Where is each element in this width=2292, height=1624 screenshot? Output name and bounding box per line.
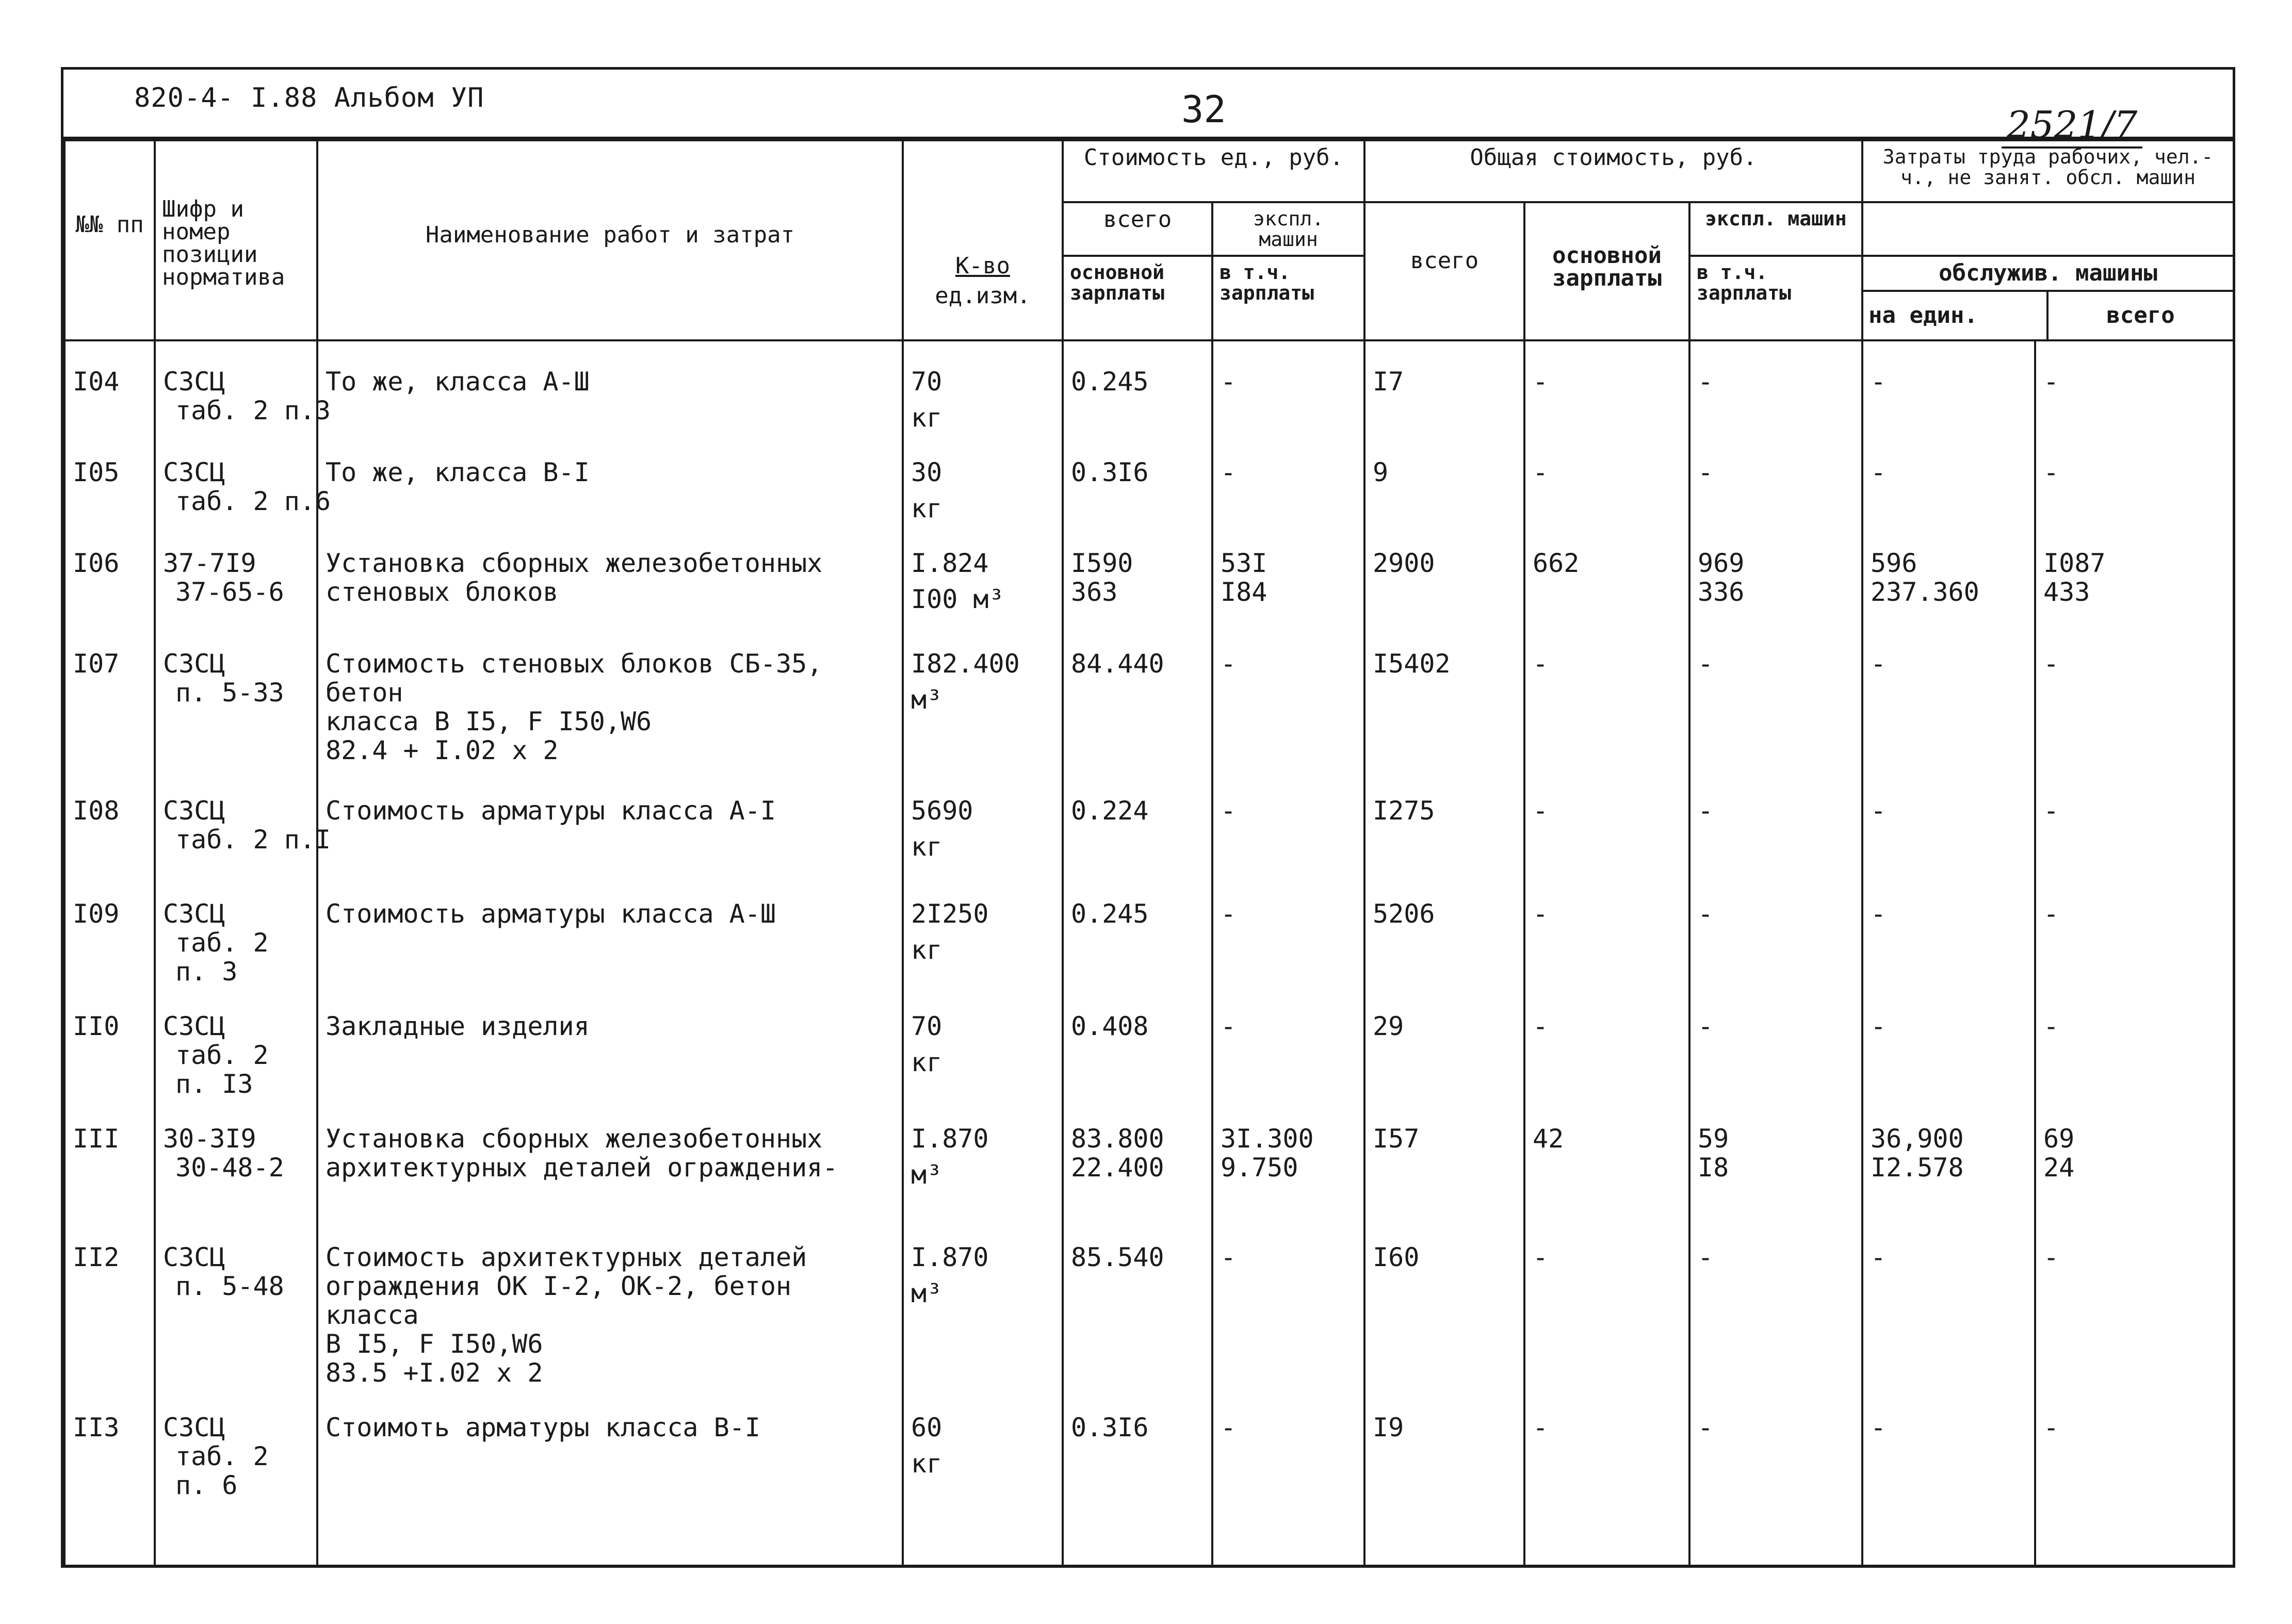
cell-line: 5690 [911, 796, 973, 826]
cell-num [64, 523, 155, 624]
cell-mach [1689, 624, 1862, 770]
cell-line: СЗСЦ [163, 899, 225, 929]
cell-qty [903, 874, 1063, 986]
cell-line: I.870 [911, 1242, 989, 1272]
cell-line: 30 [911, 457, 942, 487]
row-number: I07 [73, 649, 120, 679]
cell-unit-total [1063, 874, 1212, 986]
cell-total [1364, 1387, 1524, 1568]
cell-line: I7 [1373, 367, 1404, 397]
cell-line: таб. 2 п.3 [175, 396, 331, 425]
cell-line: I087 [2043, 548, 2106, 578]
cell-line: кг [911, 935, 942, 965]
cell-line: I60 [1373, 1242, 1420, 1272]
cell-line: То же, класса А-Ш [326, 367, 590, 397]
col-header-code: Шифр и номер позиции норматива [155, 140, 317, 340]
cell-num [64, 340, 155, 432]
cell-line: - [1698, 1413, 1714, 1442]
cell-base [1524, 1217, 1689, 1387]
cell-line: - [1533, 899, 1549, 929]
cell-line: п. 3 [175, 957, 238, 987]
cell-num [64, 1387, 155, 1568]
cell-mach [1689, 1387, 1862, 1568]
cell-base [1524, 432, 1689, 523]
cell-line: Стоимость арматуры класса А-Ш [326, 899, 776, 929]
row-number: II0 [73, 1011, 120, 1041]
row-number: I04 [73, 367, 120, 397]
cell-lab-unit [1862, 523, 2035, 624]
cell-line: - [1533, 1413, 1549, 1442]
cell-unit-mach [1212, 1098, 1364, 1217]
cell-total [1364, 1217, 1524, 1387]
cell-line: - [1533, 1011, 1549, 1041]
cell-line: стеновых блоков [326, 577, 559, 607]
cell-line: - [1698, 1011, 1714, 1041]
cell-line: - [1221, 457, 1237, 487]
page-number: 32 [1181, 88, 1226, 131]
cell-line: 70 [911, 1011, 942, 1041]
table-row [64, 770, 2234, 874]
cell-line: 0.408 [1071, 1011, 1149, 1041]
cell-unit-mach [1212, 340, 1364, 432]
cell-name [317, 432, 903, 523]
cell-unit-total [1063, 770, 1212, 874]
cell-line: - [1698, 796, 1714, 826]
cell-line: Стоимость архитектурных деталей [326, 1242, 807, 1272]
cell-code [155, 1098, 317, 1217]
cell-qty [903, 523, 1063, 624]
cell-line: - [1221, 367, 1237, 397]
cell-line: 969 [1698, 548, 1745, 578]
cell-unit-mach [1212, 986, 1364, 1098]
row-number: I09 [73, 899, 120, 929]
cell-line: - [1533, 1242, 1549, 1272]
cell-qty [903, 340, 1063, 432]
cell-line: В I5, F I50,W6 [326, 1329, 543, 1359]
cell-line: таб. 2 [175, 1441, 269, 1471]
cell-code [155, 523, 317, 624]
cell-line: I5402 [1373, 649, 1451, 679]
cell-line: 70 [911, 367, 942, 397]
cell-unit-total [1063, 523, 1212, 624]
cell-line: - [1871, 367, 1887, 397]
cell-line: СЗСЦ [163, 367, 225, 397]
table-row [64, 1387, 2234, 1568]
cell-line: 69 [2043, 1124, 2075, 1154]
cell-line: - [2043, 796, 2059, 826]
cell-line: - [1533, 796, 1549, 826]
row-number: II2 [73, 1242, 120, 1272]
col-header-total-all: всего [1364, 202, 1524, 340]
cell-unit-mach [1212, 432, 1364, 523]
cell-name [317, 624, 903, 770]
col-header-total-cost: Общая стоимость, руб. [1364, 140, 1862, 202]
cell-unit-total [1063, 1217, 1212, 1387]
cell-line: Стоимость арматуры класса А-I [326, 796, 776, 826]
cell-line: 2I250 [911, 899, 989, 929]
cell-unit-mach [1212, 874, 1364, 986]
cell-line: I.870 [911, 1124, 989, 1154]
cell-line: - [1871, 1011, 1887, 1041]
cell-unit-total [1063, 340, 1212, 432]
cell-line: м³ [911, 1278, 942, 1308]
cell-unit-mach [1212, 523, 1364, 624]
col-header-total-machines: экспл. машин [1689, 202, 1862, 256]
cell-lab-total [2035, 340, 2234, 432]
cell-lab-unit [1862, 986, 2035, 1098]
cell-unit-total [1063, 1387, 1212, 1568]
table-row [64, 1217, 2234, 1387]
cell-base [1524, 1098, 1689, 1217]
cell-mach [1689, 770, 1862, 874]
cell-line: 60 [911, 1413, 942, 1442]
cell-lab-unit [1862, 770, 2035, 874]
cell-line: 37-65-6 [175, 577, 284, 607]
col-header-unit-machines: экспл. машин [1212, 202, 1364, 256]
cell-line: 0.224 [1071, 796, 1149, 826]
cell-base [1524, 874, 1689, 986]
cell-line: 9.750 [1221, 1153, 1298, 1183]
table-body [64, 340, 2234, 1568]
cell-line: 24 [2043, 1153, 2075, 1183]
cell-line: - [1698, 649, 1714, 679]
row-number: I08 [73, 796, 120, 826]
cell-unit-mach [1212, 1387, 1364, 1568]
cell-base [1524, 523, 1689, 624]
cell-line: I2.578 [1871, 1153, 1964, 1183]
cell-line: - [1698, 899, 1714, 929]
cell-mach [1689, 340, 1862, 432]
table-row [64, 523, 2234, 624]
cell-qty [903, 1387, 1063, 1568]
cell-line: I82.400 [911, 649, 1020, 679]
cell-line: 2900 [1373, 548, 1435, 578]
col-header-num: №№ пп [64, 140, 155, 340]
cell-code [155, 1387, 317, 1568]
cell-total [1364, 523, 1524, 624]
cell-total [1364, 874, 1524, 986]
col-header-labor: Затраты труда рабочих, чел.-ч., не занят. обсл. машин [1862, 140, 2234, 202]
cell-base [1524, 624, 1689, 770]
cell-line: I84 [1221, 577, 1267, 607]
cell-lab-total [2035, 432, 2234, 523]
cell-mach [1689, 1217, 1862, 1387]
cell-line: 83.5 +I.02 x 2 [326, 1358, 543, 1388]
cell-total [1364, 340, 1524, 432]
page-header [0, 0, 2292, 146]
row-number: II3 [73, 1413, 120, 1442]
cell-lab-total [2035, 1387, 2234, 1568]
cell-line: - [1871, 649, 1887, 679]
cell-base [1524, 986, 1689, 1098]
cell-line: кг [911, 1047, 942, 1077]
cell-line: п. 5-48 [175, 1271, 284, 1301]
cell-num [64, 770, 155, 874]
cell-line: 3I.300 [1221, 1124, 1314, 1154]
cell-line: - [1221, 1413, 1237, 1442]
cell-line: - [2043, 457, 2059, 487]
cell-line: То же, класса В-I [326, 457, 590, 487]
cell-line: 336 [1698, 577, 1745, 607]
cell-num [64, 1098, 155, 1217]
cell-line: 30-3I9 [163, 1124, 256, 1154]
cell-name [317, 1098, 903, 1217]
cell-line: - [1871, 899, 1887, 929]
cell-lab-total [2035, 1217, 2234, 1387]
col-header-labor-service: обслужив. машины на един. всего [1862, 256, 2234, 340]
cell-line: таб. 2 п.I [175, 825, 331, 855]
table-row [64, 986, 2234, 1098]
cell-mach [1689, 432, 1862, 523]
cell-name [317, 770, 903, 874]
cell-line: - [1871, 1413, 1887, 1442]
cell-line: - [2043, 899, 2059, 929]
row-number: I05 [73, 457, 120, 487]
cell-line: СЗСЦ [163, 1242, 225, 1272]
cell-line: таб. 2 [175, 928, 269, 958]
cell-num [64, 874, 155, 986]
cell-line: класса В I5, F I50,W6 [326, 707, 652, 736]
cell-code [155, 874, 317, 986]
cell-line: - [1698, 367, 1714, 397]
cell-line: м³ [911, 1160, 942, 1190]
cell-unit-mach [1212, 770, 1364, 874]
cell-qty [903, 770, 1063, 874]
cell-num [64, 624, 155, 770]
cell-mach [1689, 1098, 1862, 1217]
cell-lab-unit [1862, 624, 2035, 770]
cell-lab-unit [1862, 874, 2035, 986]
cell-line: СЗСЦ [163, 1011, 225, 1041]
cell-line: 37-7I9 [163, 548, 256, 578]
cell-line: 59 [1698, 1124, 1729, 1154]
cell-code [155, 624, 317, 770]
cell-line: I9 [1373, 1413, 1404, 1442]
cell-line: 596 [1871, 548, 1917, 578]
cell-line: - [1871, 1242, 1887, 1272]
cell-line: 30-48-2 [175, 1153, 284, 1183]
cell-name [317, 874, 903, 986]
col-header-unit-cost: Стоимость ед., руб. [1063, 140, 1364, 202]
cell-line: - [1533, 367, 1549, 397]
cell-unit-total [1063, 624, 1212, 770]
cell-line: СЗСЦ [163, 457, 225, 487]
cell-line: - [2043, 649, 2059, 679]
cell-line: - [1871, 796, 1887, 826]
cell-line: м³ [911, 685, 942, 715]
cell-line: Стоимоть арматуры класса В-I [326, 1413, 760, 1442]
cell-code [155, 432, 331, 523]
cell-line: п. 6 [175, 1470, 238, 1500]
handwritten-stamp: 2521/7 [2002, 103, 2142, 149]
cell-line: - [2043, 1011, 2059, 1041]
col-header-unit-base-salary: основной зарплаты [1063, 256, 1212, 340]
cell-name [317, 1217, 903, 1387]
cell-qty [903, 624, 1063, 770]
cell-line: I.824 [911, 548, 989, 578]
cell-unit-total [1063, 432, 1212, 523]
cell-lab-total [2035, 986, 2234, 1098]
cell-line: - [1533, 457, 1549, 487]
cell-line: 29 [1373, 1011, 1404, 1041]
cell-line: Установка сборных железобетонных [326, 548, 823, 578]
cell-line: Установка сборных железобетонных [326, 1124, 823, 1154]
table-header [64, 140, 2234, 340]
cell-line: 0.245 [1071, 899, 1149, 929]
cell-line: 42 [1533, 1124, 1564, 1154]
cell-line: 9 [1373, 457, 1389, 487]
cell-line: СЗСЦ [163, 796, 225, 826]
cell-lab-unit [1862, 340, 2035, 432]
cell-line: - [1698, 1242, 1714, 1272]
cell-line: I590 [1071, 548, 1133, 578]
col-header-total-base-salary: основной зарплаты [1524, 202, 1689, 340]
cell-line: - [1221, 1011, 1237, 1041]
cell-line: Закладные изделия [326, 1011, 590, 1041]
cell-total [1364, 770, 1524, 874]
cell-line: - [1221, 1242, 1237, 1272]
cell-total [1364, 986, 1524, 1098]
cell-line: - [2043, 1413, 2059, 1442]
cell-line: кг [911, 832, 942, 862]
cell-line: I57 [1373, 1124, 1420, 1154]
cell-line: кг [911, 403, 942, 433]
cell-lab-unit [1862, 432, 2035, 523]
cell-line: - [1221, 796, 1237, 826]
cell-code [155, 770, 331, 874]
cell-line: I00 м³ [911, 584, 1004, 614]
cell-total [1364, 624, 1524, 770]
cell-line: 82.4 + I.02 x 2 [326, 735, 559, 765]
cell-line: 53I [1221, 548, 1267, 578]
cell-num [64, 432, 155, 523]
cell-unit-mach [1212, 1217, 1364, 1387]
cell-lab-unit [1862, 1098, 2035, 1217]
cell-code [155, 1217, 317, 1387]
cell-line: 433 [2043, 577, 2090, 607]
cell-name [317, 1387, 903, 1568]
cell-lab-total [2035, 770, 2234, 874]
cell-line: 85.540 [1071, 1242, 1164, 1272]
cell-line: 237.360 [1871, 577, 1979, 607]
table-row [64, 432, 2234, 523]
document-reference: 820-4- I.88 Альбом УП [134, 83, 484, 113]
cell-line: I275 [1373, 796, 1435, 826]
cell-unit-total [1063, 986, 1212, 1098]
cell-num [64, 1217, 155, 1387]
cell-base [1524, 340, 1689, 432]
cell-line: - [1698, 457, 1714, 487]
cell-qty [903, 432, 1063, 523]
cell-lab-total [2035, 523, 2234, 624]
cell-qty [903, 1098, 1063, 1217]
cell-line: таб. 2 [175, 1040, 269, 1070]
cell-line: 0.245 [1071, 367, 1149, 397]
cell-line: кг [911, 1449, 942, 1479]
cell-total [1364, 432, 1524, 523]
col-header-qty: К-во ед.изм. [903, 140, 1063, 340]
cell-mach [1689, 874, 1862, 986]
cell-line: I8 [1698, 1153, 1729, 1183]
row-number: I06 [73, 548, 120, 578]
cell-line: 662 [1533, 548, 1580, 578]
cell-line: - [2043, 367, 2059, 397]
cell-name [317, 523, 903, 624]
cell-lab-total [2035, 624, 2234, 770]
cell-line: архитектурных деталей ограждения- [326, 1153, 838, 1183]
cell-line: - [1871, 457, 1887, 487]
row-number: III [73, 1124, 120, 1154]
cell-num [64, 986, 155, 1098]
cell-lab-total [2035, 1098, 2234, 1217]
cell-line: 0.3I6 [1071, 457, 1149, 487]
estimate-sheet [61, 137, 2235, 1568]
cell-lab-unit [1862, 1217, 2035, 1387]
cell-name [317, 986, 903, 1098]
cell-line: Стоимость стеновых блоков СБ-35, бетон [326, 649, 823, 708]
table-row [64, 1098, 2234, 1217]
cell-base [1524, 1387, 1689, 1568]
col-header-unit-total: всего [1063, 202, 1212, 256]
cell-qty [903, 986, 1063, 1098]
table-row [64, 874, 2234, 986]
cell-line: - [1533, 649, 1549, 679]
cell-unit-total [1063, 1098, 1212, 1217]
cell-unit-mach [1212, 624, 1364, 770]
table-row [64, 340, 2234, 432]
col-header-labor-spacer [1862, 202, 2234, 256]
cell-line: п. I3 [175, 1069, 253, 1099]
cell-line: СЗСЦ [163, 649, 225, 679]
cell-line: кг [911, 494, 942, 523]
cell-code [155, 986, 317, 1098]
cell-line: - [1221, 649, 1237, 679]
cell-line: 0.3I6 [1071, 1413, 1149, 1442]
cell-line: 22.400 [1071, 1153, 1164, 1183]
cell-line: - [2043, 1242, 2059, 1272]
cell-line: СЗСЦ [163, 1413, 225, 1442]
cell-line: таб. 2 п.6 [175, 486, 331, 516]
cell-base [1524, 770, 1689, 874]
cell-lab-unit [1862, 1387, 2035, 1568]
cell-code [155, 340, 331, 432]
cell-total [1364, 1098, 1524, 1217]
cell-line: ограждения ОК I-2, ОК-2, бетон класса [326, 1271, 792, 1330]
cell-line: 84.440 [1071, 649, 1164, 679]
estimate-table [63, 139, 2235, 1568]
cell-line: 5206 [1373, 899, 1435, 929]
cell-line: 83.800 [1071, 1124, 1164, 1154]
cell-mach [1689, 986, 1862, 1098]
cell-name [317, 340, 903, 432]
cell-line: - [1221, 899, 1237, 929]
cell-qty [903, 1217, 1063, 1387]
cell-mach [1689, 523, 1862, 624]
cell-line: 36,900 [1871, 1124, 1964, 1154]
col-header-unit-incl-salary: в т.ч. зарплаты [1212, 256, 1364, 340]
cell-line: п. 5-33 [175, 678, 284, 708]
col-header-total-incl-salary: в т.ч. зарплаты [1689, 256, 1862, 340]
cell-lab-total [2035, 874, 2234, 986]
table-row [64, 624, 2234, 770]
col-header-name: Наименование работ и затрат [317, 140, 903, 340]
cell-line: 363 [1071, 577, 1118, 607]
